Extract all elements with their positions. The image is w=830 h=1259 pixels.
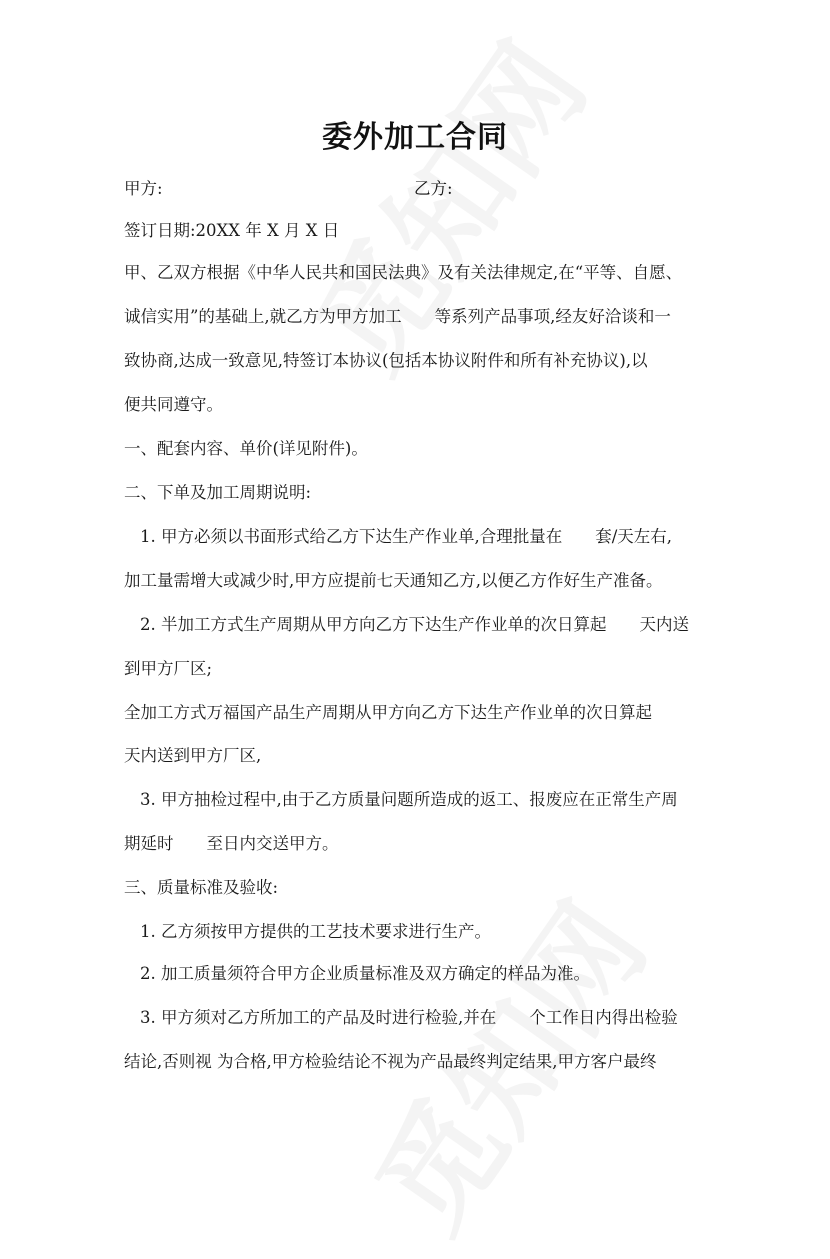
- paragraph-line: 便共同遵守。: [124, 395, 223, 414]
- paragraph-line: 到甲方厂区;: [124, 659, 213, 678]
- paragraph-line: 1. 乙方须按甲方提供的工艺技术要求进行生产。: [140, 922, 491, 941]
- paragraph-line: 甲、乙双方根据《中华人民共和国民法典》及有关法律规定,在“平等、自愿、: [124, 263, 683, 282]
- paragraph-line: 诚信实用”的基础上,就乙方为甲方加工 等系列产品事项,经友好洽谈和一: [124, 307, 671, 326]
- sign-date: 签订日期:20XX 年 X 月 X 日: [124, 221, 340, 240]
- paragraph-line: 结论,否则视 为合格,甲方检验结论不视为产品最终判定结果,甲方客户最终: [124, 1052, 657, 1071]
- party-b-label: 乙方:: [414, 179, 453, 198]
- paragraph-line: 1. 甲方必须以书面形式给乙方下达生产作业单,合理批量在 套/天左右,: [140, 527, 673, 546]
- paragraph-line: 一、配套内容、单价(详见附件)。: [124, 439, 368, 458]
- paragraph-line: 全加工方式万福国产品生产周期从甲方向乙方下达生产作业单的次日算起: [124, 703, 652, 722]
- paragraph-line: 3. 甲方须对乙方所加工的产品及时进行检验,并在 个工作日内得出检验: [140, 1008, 678, 1027]
- paragraph-line: 天内送到甲方厂区,: [124, 746, 262, 765]
- paragraph-line: 二、下单及加工周期说明:: [124, 483, 312, 502]
- watermark: [270, 5, 617, 399]
- paragraph-line: 2. 加工质量须符合甲方企业质量标准及双方确定的样品为准。: [140, 964, 590, 983]
- document-title: 委外加工合同: [322, 120, 508, 155]
- party-a-label: 甲方:: [124, 179, 163, 198]
- paragraph-line: 2. 半加工方式生产周期从甲方向乙方下达生产作业单的次日算起 天内送: [140, 615, 689, 634]
- paragraph-line: 三、质量标准及验收:: [124, 878, 279, 897]
- paragraph-line: 期延时 至日内交送甲方。: [124, 834, 339, 853]
- paragraph-line: 致协商,达成一致意见,特签订本协议(包括本协议附件和所有补充协议),以: [124, 351, 648, 370]
- paragraph-line: 3. 甲方抽检过程中,由于乙方质量问题所造成的返工、报废应在正常生产周: [140, 790, 678, 809]
- paragraph-line: 加工量需增大或减少时,甲方应提前七天通知乙方,以便乙方作好生产准备。: [124, 571, 663, 590]
